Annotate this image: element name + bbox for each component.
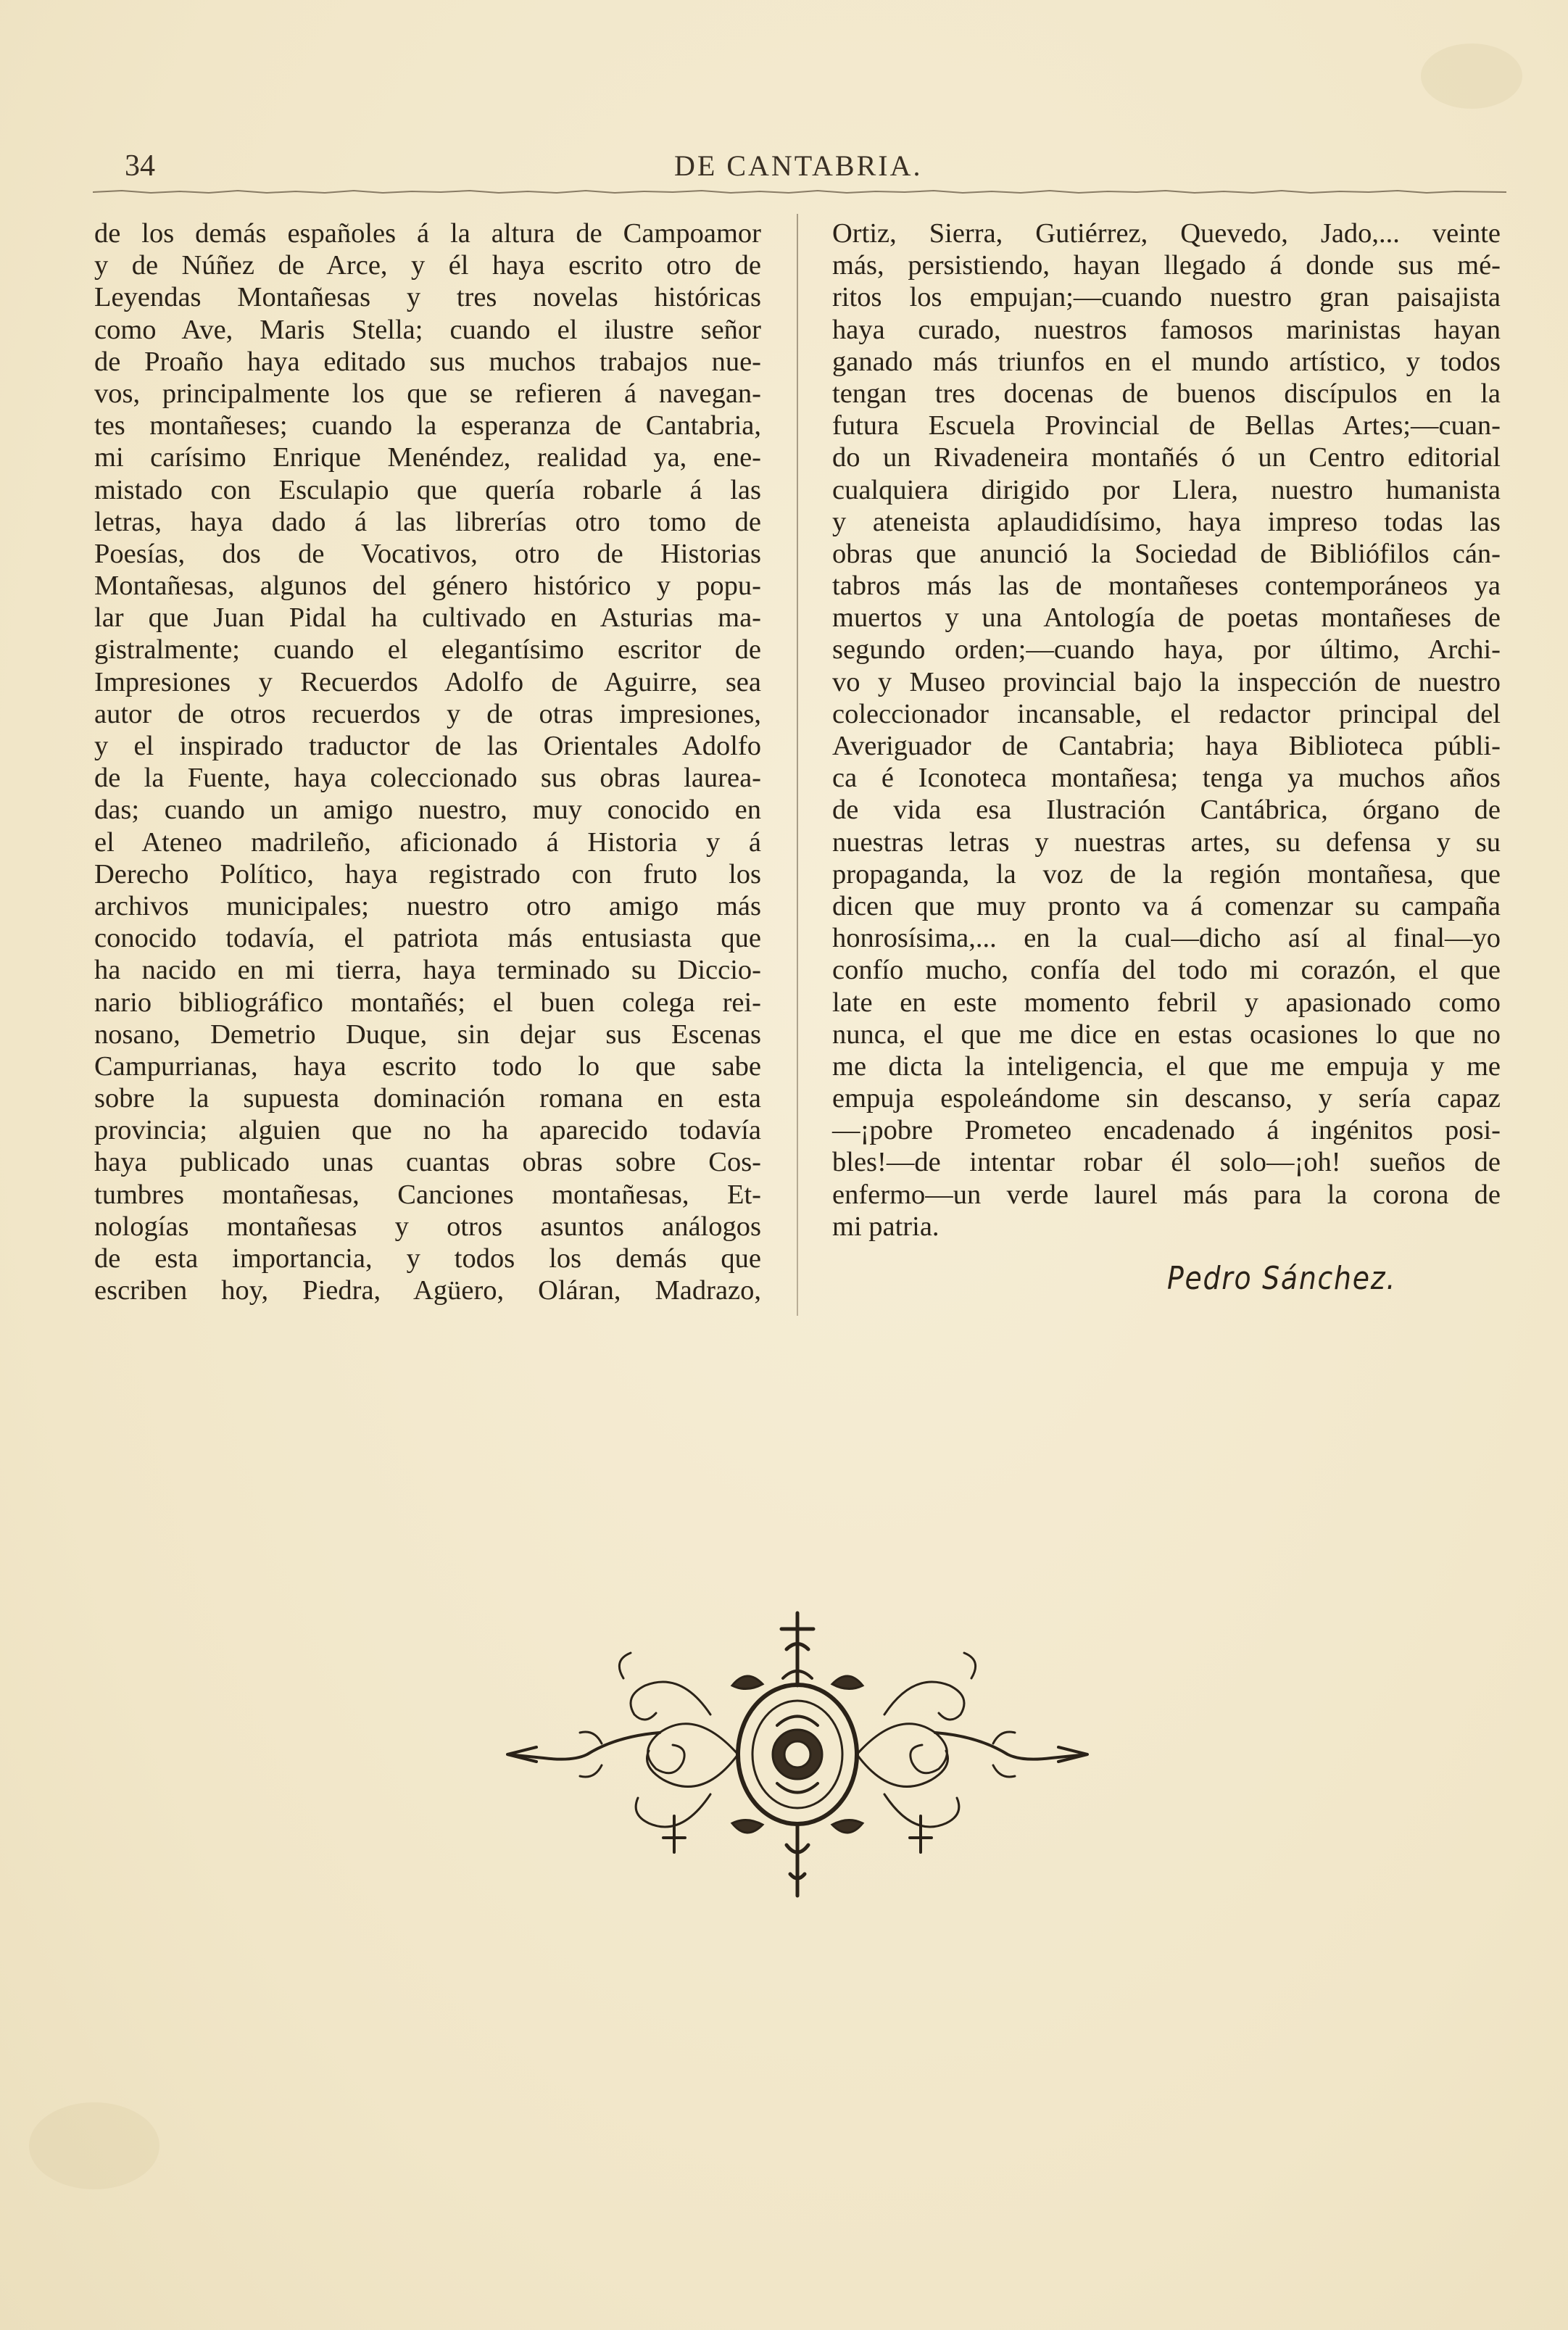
text-line: de Proaño haya editado sus muchos trabajos nue- [94, 346, 761, 377]
text-line: gistralmente; cuando el elegantísimo escritor de [94, 634, 761, 666]
text-line: Poesías, dos de Vocativos, otro de Historias [94, 538, 761, 569]
text-line: me dicta la inteligencia, el que me empuja y me [832, 1050, 1501, 1082]
text-line: das; cuando un amigo nuestro, muy conocido en [94, 795, 761, 826]
text-line: Campurrianas, haya escrito todo lo que sabe [94, 1050, 761, 1082]
text-line: nosano, Demetrio Duque, sin dejar sus Escenas [94, 1019, 761, 1050]
text-line: ganado más triunfos en el mundo artístico, y todos [832, 346, 1501, 377]
text-line: mi carísimo Enrique Menéndez, realidad ya, ene- [94, 442, 761, 473]
text-line: ha nacido en mi tierra, haya terminado su Diccio- [94, 955, 761, 986]
text-line: mi patria. [832, 1211, 939, 1242]
text-line: confío mucho, confía del todo mi corazón, el que [832, 955, 1501, 986]
text-line: escriben hoy, Piedra, Agüero, Oláran, Madrazo, [94, 1275, 761, 1306]
text-line: vos, principalmente los que se refieren á navegan- [94, 378, 761, 409]
text-line: sobre la supuesta dominación romana en esta [94, 1083, 761, 1114]
floral-tailpiece-icon [493, 1599, 1102, 1910]
text-line: —¡pobre Prometeo encadenado á ingénitos posi- [832, 1115, 1501, 1146]
text-line: haya publicado unas cuantas obras sobre Cos- [94, 1147, 761, 1178]
text-line: mistado con Esculapio que quería robarle á las [94, 474, 761, 505]
text-line: Leyendas Montañesas y tres novelas históricas [94, 282, 761, 313]
text-line: tumbres montañesas, Canciones montañesas, Et- [94, 1179, 761, 1210]
text-line: Impresiones y Recuerdos Adolfo de Aguirre, sea [94, 666, 761, 697]
text-line: archivos municipales; nuestro otro amigo más [94, 890, 761, 921]
text-line: conocido todavía, el patriota más entusiasta que [94, 923, 761, 954]
text-line: y ateneista aplaudidísimo, haya impreso todas las [832, 506, 1501, 537]
text-line: y el inspirado traductor de las Orientales Adolfo [94, 731, 761, 761]
text-line: empuja espoleándome sin descanso, y sería capaz [832, 1083, 1501, 1114]
text-line: late en este momento febril y apasionado como [832, 987, 1501, 1018]
text-line: como Ave, Maris Stella; cuando el ilustre señor [94, 314, 761, 345]
text-line: de los demás españoles á la altura de Campoamor [94, 218, 761, 249]
text-line: autor de otros recuerdos y de otras impresiones, [94, 698, 761, 729]
text-line: do un Rivadeneira montañés ó un Centro editorial [832, 442, 1501, 473]
text-line: segundo orden;—cuando haya, por último, Archi- [832, 634, 1501, 666]
text-line: coleccionador incansable, el redactor principal del [832, 698, 1501, 729]
text-line: el Ateneo madrileño, aficionado á Historia y á [94, 826, 761, 858]
text-line: futura Escuela Provincial de Bellas Artes;—cuan- [832, 410, 1501, 441]
author-signature: Pedro Sánchez. [1167, 1260, 1397, 1297]
text-line: tabros más las de montañeses contemporáneos ya [832, 571, 1501, 602]
page-number: 34 [125, 149, 155, 183]
text-line: nunca, el que me dice en estas ocasiones lo que no [832, 1019, 1501, 1050]
text-line: cualquiera dirigido por Llera, nuestro humanista [832, 474, 1501, 505]
column-divider [797, 214, 798, 1316]
text-line: propaganda, la voz de la región montañesa, que [832, 858, 1501, 890]
text-line: nario bibliográfico montañés; el buen colega rei- [94, 987, 761, 1018]
text-line: enfermo—un verde laurel más para la corona de [832, 1179, 1501, 1210]
text-line: vo y Museo provincial bajo la inspección de nuestro [832, 666, 1501, 697]
header-rule [93, 187, 1506, 197]
text-line: ritos los empujan;—cuando nuestro gran paisajista [832, 282, 1501, 313]
running-title: DE CANTABRIA. [674, 149, 923, 182]
text-line: bles!—de intentar robar él solo—¡oh! sueños de [832, 1147, 1501, 1178]
text-line: más, persistiendo, hayan llegado á donde sus mé- [832, 250, 1501, 281]
paper-stain [29, 2102, 159, 2189]
text-line: letras, haya dado á las librerías otro tomo de [94, 506, 761, 537]
text-line: haya curado, nuestros famosos marinistas hayan [832, 314, 1501, 345]
text-line: Averiguador de Cantabria; haya Biblioteca públi- [832, 731, 1501, 761]
text-line: ca é Iconoteca montañesa; tenga ya muchos años [832, 763, 1501, 794]
text-line: de la Fuente, haya coleccionado sus obras laurea- [94, 763, 761, 794]
text-line: Montañesas, algunos del género histórico y popu- [94, 571, 761, 602]
text-line: y de Núñez de Arce, y él haya escrito otro de [94, 250, 761, 281]
text-line: de esta importancia, y todos los demás que [94, 1243, 761, 1274]
text-line: honrosísima,... en la cual—dicho así al final—yo [832, 923, 1501, 954]
text-line: nuestras letras y nuestras artes, su defensa y su [832, 826, 1501, 858]
text-line: Derecho Político, haya registrado con fruto los [94, 858, 761, 890]
text-line: Ortiz, Sierra, Gutiérrez, Quevedo, Jado,... veinte [832, 218, 1501, 249]
text-line: de vida esa Ilustración Cantábrica, órgano de [832, 795, 1501, 826]
text-line: tes montañeses; cuando la esperanza de Cantabria, [94, 410, 761, 441]
right-text-column [832, 217, 1501, 1243]
text-line: tengan tres docenas de buenos discípulos en la [832, 378, 1501, 409]
text-line: obras que anunció la Sociedad de Bibliófilos cán- [832, 538, 1501, 569]
left-text-column [94, 217, 761, 1306]
text-line: lar que Juan Pidal ha cultivado en Asturias ma- [94, 602, 761, 634]
paper-stain [1421, 43, 1522, 109]
text-line: dicen que muy pronto va á comenzar su campaña [832, 890, 1501, 921]
text-line: nologías montañesas y otros asuntos análogos [94, 1211, 761, 1242]
text-line: muertos y una Antología de poetas montañeses de [832, 602, 1501, 634]
text-line: provincia; alguien que no ha aparecido todavía [94, 1115, 761, 1146]
